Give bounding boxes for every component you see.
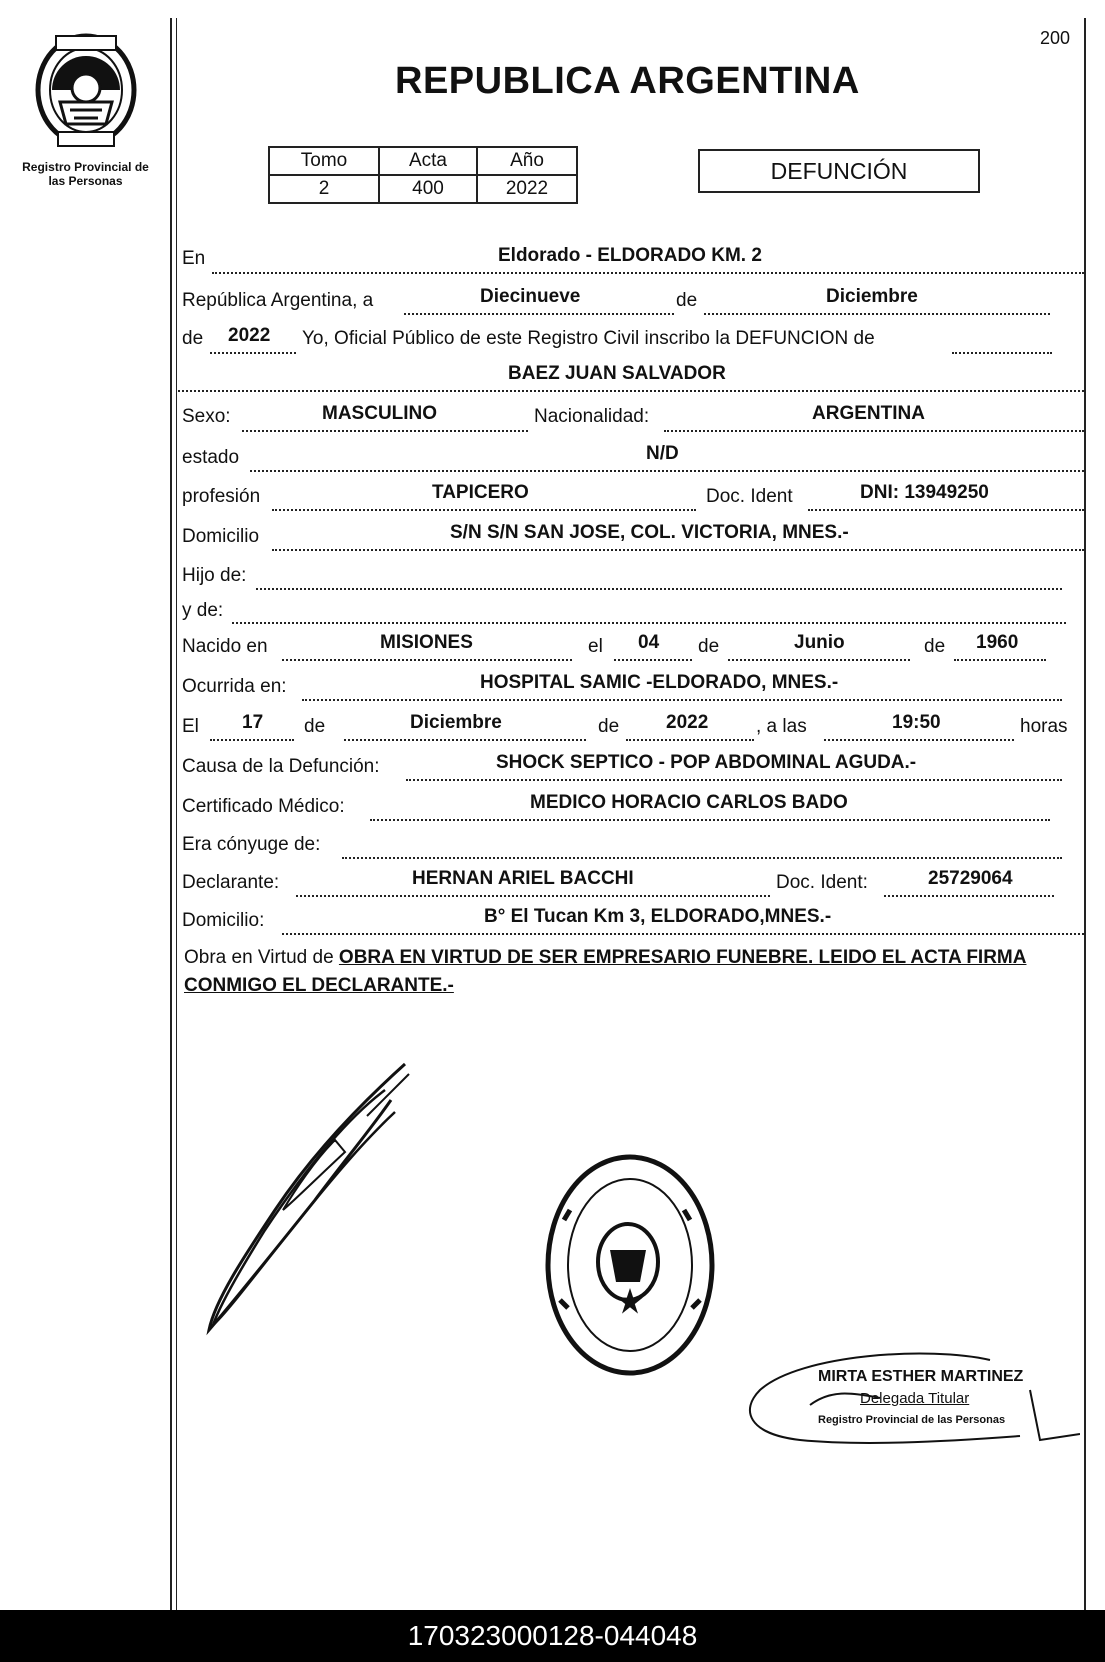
misiones-provincial-seal-icon: [34, 32, 138, 148]
dotted-line: [282, 933, 1084, 935]
doc-ident-value: DNI: 13949250: [860, 482, 989, 503]
domicilio-value: S/N S/N SAN JOSE, COL. VICTORIA, MNES.-: [450, 522, 849, 543]
document-title: REPUBLICA ARGENTINA: [395, 60, 860, 102]
hijo-de-label: Hijo de:: [182, 565, 247, 586]
document-barcode-number: 170323000128-044048: [0, 1610, 1105, 1662]
hora-value: 19:50: [892, 712, 941, 733]
acta-value: 400: [379, 175, 477, 203]
dotted-line: [302, 699, 1062, 701]
anio-inscripcion-value: 2022: [228, 325, 271, 346]
ocurrida-label: Ocurrida en:: [182, 676, 287, 697]
estado-label: estado: [182, 447, 240, 468]
certificado-value: MEDICO HORACIO CARLOS BADO: [530, 792, 848, 813]
declarante-value: HERNAN ARIEL BACCHI: [412, 868, 634, 889]
domicilio-declarante-value: B° El Tucan Km 3, ELDORADO,MNES.-: [484, 906, 832, 927]
nacionalidad-value: ARGENTINA: [812, 403, 925, 424]
republica-label: República Argentina, a: [182, 290, 374, 311]
fall-mes-value: Diciembre: [410, 712, 502, 733]
profesion-value: TAPICERO: [432, 482, 529, 503]
de-label: de: [698, 636, 720, 657]
causa-value: SHOCK SEPTICO - POP ABDOMINAL AGUDA.-: [496, 752, 917, 773]
obra-value: OBRA EN VIRTUD DE SER EMPRESARIO FUNEBRE. LEIDO EL ACTA FIRMA CONMIGO EL DECLARANTE.-: [184, 947, 1027, 996]
dotted-line: [884, 895, 1054, 897]
delegate-name: MIRTA ESTHER MARTINEZ: [818, 1368, 1024, 1385]
de-label: de: [676, 290, 698, 311]
dotted-line: [704, 313, 1050, 315]
de-label: de: [304, 716, 326, 737]
el-label: el: [588, 636, 603, 657]
dotted-line: [952, 352, 1052, 354]
dotted-line: [212, 272, 1084, 274]
sexo-value: MASCULINO: [322, 403, 438, 424]
record-reference-table: [268, 146, 578, 204]
nacido-en-value: MISIONES: [380, 632, 473, 653]
delegate-office: Registro Provincial de las Personas: [818, 1414, 1006, 1426]
y-de-label: y de:: [182, 600, 224, 621]
de-label: de: [924, 636, 946, 657]
obra-paragraph: [184, 944, 1084, 1000]
de-label: de: [598, 716, 620, 737]
dotted-line: [272, 549, 1084, 551]
dotted-line: [282, 659, 572, 661]
dotted-line: [664, 430, 1084, 432]
declarante-label: Declarante:: [182, 872, 280, 893]
mes-inscripcion-value: Diciembre: [826, 286, 918, 307]
dia-inscripcion-value: Diecinueve: [480, 286, 581, 307]
en-label: En: [182, 248, 206, 269]
nac-anio-value: 1960: [976, 632, 1019, 653]
El-label: El: [182, 716, 199, 737]
a-las-label: , a las: [756, 716, 807, 737]
dotted-line: [954, 659, 1046, 661]
nac-dia-value: 04: [638, 632, 660, 653]
page-number: 200: [1040, 28, 1071, 48]
dotted-line: [232, 622, 1066, 624]
dotted-line: [342, 857, 1062, 859]
conyuge-label: Era cónyuge de:: [182, 834, 321, 855]
dotted-line: [256, 588, 1062, 590]
left-margin-line-2: [176, 18, 177, 1610]
dotted-line: [178, 390, 1084, 392]
declarante-doc-value: 25729064: [928, 868, 1013, 889]
acta-header: Acta: [379, 147, 477, 175]
nac-mes-value: Junio: [794, 632, 845, 653]
fall-anio-value: 2022: [666, 712, 709, 733]
delegate-signature-block: [740, 1350, 1080, 1450]
dotted-line: [250, 470, 1084, 472]
record-type-box: DEFUNCIÓN: [698, 149, 980, 193]
domicilio-label: Domicilio: [182, 526, 260, 547]
dotted-line: [728, 659, 910, 661]
lugar-value: Eldorado - ELDORADO KM. 2: [498, 245, 762, 266]
ocurrida-value: HOSPITAL SAMIC -ELDORADO, MNES.-: [480, 672, 839, 693]
sexo-label: Sexo:: [182, 406, 231, 427]
dotted-line: [242, 430, 528, 432]
nombre-value: BAEZ JUAN SALVADOR: [508, 363, 726, 384]
dotted-line: [210, 739, 294, 741]
anio-header: Año: [477, 147, 577, 175]
oficial-text: Yo, Oficial Público de este Registro Civil inscribo la DEFUNCION de: [302, 328, 875, 349]
causa-label: Causa de la Defunción:: [182, 756, 380, 777]
dotted-line: [404, 313, 674, 315]
dotted-line: [626, 739, 754, 741]
tomo-value: 2: [269, 175, 379, 203]
dotted-line: [344, 739, 586, 741]
nacido-en-label: Nacido en: [182, 636, 268, 657]
dotted-line: [614, 659, 692, 661]
doc-ident-label: Doc. Ident: [706, 486, 793, 507]
dotted-line: [824, 739, 1014, 741]
dotted-line: [808, 509, 1084, 511]
right-margin-line: [1084, 18, 1086, 1610]
anio-value: 2022: [477, 175, 577, 203]
dotted-line: [210, 352, 296, 354]
nacionalidad-label: Nacionalidad:: [534, 406, 650, 427]
de-label: de: [182, 328, 204, 349]
dotted-line: [370, 819, 1050, 821]
agency-name: Registro Provincial de las Personas: [22, 160, 149, 188]
fall-dia-value: 17: [242, 712, 264, 733]
dotted-line: [296, 895, 770, 897]
delegate-role: Delegada Titular: [860, 1390, 970, 1407]
dotted-line: [272, 509, 696, 511]
profesion-label: profesión: [182, 486, 261, 507]
tomo-header: Tomo: [269, 147, 379, 175]
horas-label: horas: [1020, 716, 1068, 737]
declarant-signature-icon: [195, 1060, 425, 1340]
obra-label: Obra en Virtud de: [184, 947, 334, 968]
certificado-label: Certificado Médico:: [182, 796, 345, 817]
doc-ident2-label: Doc. Ident:: [776, 872, 868, 893]
estado-value: N/D: [646, 443, 679, 464]
left-margin-line-1: [170, 18, 172, 1610]
domicilio2-label: Domicilio:: [182, 910, 265, 931]
registry-official-stamp-icon: [540, 1150, 720, 1380]
dotted-line: [406, 779, 1062, 781]
